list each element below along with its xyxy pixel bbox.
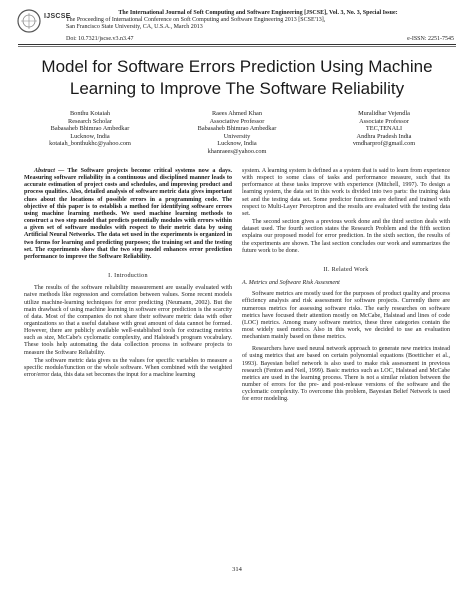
author-line: Babasaheb Bhimrao Ambedkar bbox=[50, 125, 130, 133]
doi-row bbox=[20, 36, 454, 42]
journal-header bbox=[58, 10, 458, 31]
author-email: kotaiah_bonthukhc@yahoo.com bbox=[49, 140, 131, 148]
author-name: Raees Ahmed Khan bbox=[211, 110, 262, 117]
location-line: San Francisco State University, CA, U.S.A., March 2013 bbox=[66, 24, 203, 30]
author-2 bbox=[167, 110, 307, 156]
author-line: Andhra Pradesh India bbox=[356, 132, 412, 140]
author-line: Associate Professor bbox=[359, 117, 409, 125]
paper-title: Model for Software Errors Prediction Using Machine Learning to Improve The Software Reliability bbox=[41, 57, 433, 98]
section-heading-related-work: II. Related Work bbox=[323, 266, 369, 273]
proceedings-line: The Proceeding of International Conference on Soft Computing and Software Engineering 2013 [SCSE'13], bbox=[66, 17, 326, 23]
author-line: TEC,TENALI bbox=[365, 125, 403, 133]
author-line: Lucknow, India bbox=[217, 140, 257, 148]
author-email: khanraees@yahoo.com bbox=[207, 147, 267, 155]
journal-title: The International Journal of Soft Computing and Software Engineering [JSCSE], Vol. 3, No. 3, Special Issue: bbox=[118, 10, 398, 16]
abstract-label: Abstract bbox=[34, 168, 55, 174]
paragraph: The results of the software reliability measurement are usually evaluated with naive methods like regression and correlation between values. Some recent models utilize machine-learning techniques for error predicting (Neumann, 2002). But the main drawback of using machine learning in software error prediction is the scarcity of data. Most of the companies do not share their software metric data with other organizations so that a useful database with great amount of data cannot be formed. However, there are publicly available well-established tools for extracting metrics such as size, McCabe's cyclomatic complexity, and Halstead's program vocabulary. These tools help automating the data collection process in software projects to measure the Software Reliability. bbox=[24, 285, 232, 356]
paragraph: Software metrics are mostly used for the purposes of product quality and process efficiency analysis and risk assessment for software projects. Currently there are numerous metrics for assessing software risks. The early researches on software metrics have focused their attention mostly on McCabe, Halstead and lines of code (LOC) metrics. Among many software metrics, these three categories contain the most widely used metrics. Also in this work, we decided to use an evaluation mechanism mainly based on these metrics. bbox=[242, 291, 450, 341]
author-email: vmdharprof@gmail.com bbox=[352, 140, 416, 148]
author-line: Lucknow, India bbox=[70, 132, 110, 140]
author-name: Bonthu Kotaiah bbox=[69, 110, 111, 117]
left-column bbox=[24, 168, 232, 380]
paragraph: The second section gives a previous work done and the third section deals with dataset used. The fourth section states the Research Problem and the fifth section explains our proposed model for error prediction. In the sixth section, the results of the experiments are shown. The last section concludes our work and summarizes the future work to be done. bbox=[242, 219, 450, 254]
right-column bbox=[242, 168, 450, 405]
subsection-heading-metrics: A. Metrics and Software Risk Assesment bbox=[242, 280, 340, 287]
paragraph: system. A learning system is defined as a system that is said to learn from experience with respect to some class of tasks and performance measure, such that its performance at these tasks improve with experience (Mitchell, 1997). To design a learning system, the data set in this work is divided into two parts: the training data set and the testing data set. Some predictor functions are defined and trained with respect to Multi-Layer Perceptron and the results are evaluated with the testing data set. bbox=[242, 168, 450, 217]
author-line: University bbox=[223, 132, 251, 140]
paragraph: Researchers have used neural network approach to generate new metrics instead of using metrics that are based on certain polynomial equations (Boetticher et al., 1993). Bayesian belief network is also used to make risk assessment in previous research (Fenton and Neil, 1999). Basic metrics such as LOC, Halstead and McCabe metrics are used in the learning process. There is not a similar relation between the number of errors for the pre- and post-release versions of the software and the cyclomatic complexity. To overcome this problem, Bayesian Belief Network is used for error modeling. bbox=[242, 346, 450, 403]
abstract bbox=[24, 168, 232, 261]
paragraph: The software metric data gives us the values for specific variables to measure a specific module/function or the whole software. When combined with the weighted error/error data, this data set becomes the input for a machine learning bbox=[24, 357, 232, 379]
author-3 bbox=[314, 110, 454, 156]
abstract-text: — The Software projects become critical systems now a days. Measuring software reliability in a continuous and disciplined manner leads to accurate estimation of project costs and schedules, and improving product and process qualities. Also, detailed analysis of software metric data gives important clues about the locations of possible errors in a programming code. The objective of this paper is to establish a method for identifying software errors using machine learning methods. We used machine learning methods to construct a two step model that predicts potentially modules with errors within a given set of software modules with respect to their metric data by using Artificial Neural Networks. The data set used in the experiments is organized in two forms for learning and predicting purposes; the training set and the testing set. The experiments show that the two step model enhances error prediction performance to improve the Software Reliability. bbox=[24, 168, 233, 260]
author-1 bbox=[20, 110, 160, 156]
author-name: Muralidhar Vejendla bbox=[358, 110, 410, 117]
author-line: Research Scholar bbox=[68, 117, 112, 125]
page-number: 314 bbox=[232, 566, 242, 573]
author-line: Babasaheb Bhimrao Ambedkar bbox=[197, 125, 277, 133]
header-rule bbox=[18, 44, 456, 45]
journal-logo-icon bbox=[16, 8, 42, 34]
issn-text: e-ISSN: 2251-7545 bbox=[407, 36, 454, 42]
section-heading-introduction: I. Introduction bbox=[108, 273, 148, 280]
doi-text: Doi: 10.7321/jscse.v3.n3.47 bbox=[66, 36, 134, 42]
author-block bbox=[20, 110, 454, 156]
header-rule-thin bbox=[18, 46, 456, 47]
author-line: Associative Professor bbox=[209, 117, 265, 125]
logo-text: IJSCSE bbox=[44, 13, 71, 20]
